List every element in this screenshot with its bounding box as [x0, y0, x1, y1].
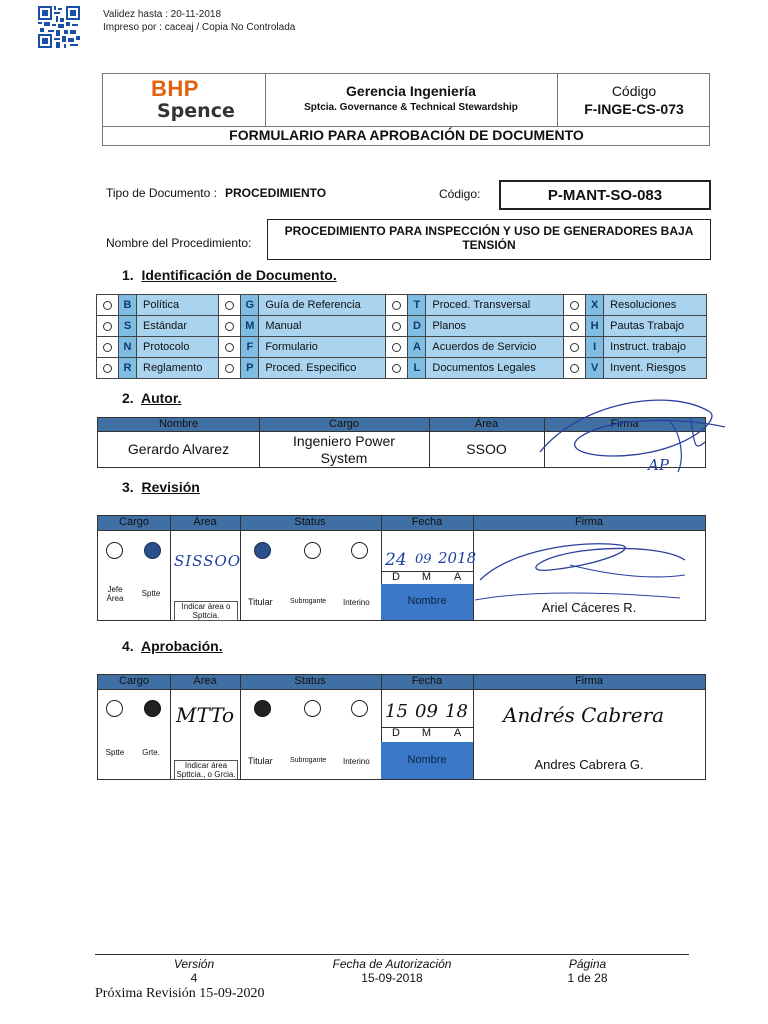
footer-pagina-label: Página — [568, 957, 607, 971]
type-radio[interactable] — [392, 343, 401, 352]
type-name: Protocolo — [137, 337, 219, 358]
section-2-title: Autor. — [140, 390, 182, 406]
type-name: Política — [137, 295, 219, 316]
type-radio[interactable] — [570, 364, 579, 373]
type-radio-cell[interactable] — [219, 358, 241, 379]
type-radio[interactable] — [225, 322, 234, 331]
type-letter: X — [586, 295, 604, 316]
review-header-cargo: Cargo — [119, 516, 149, 528]
approval-signer-name: Andres Cabrera G. — [534, 757, 644, 772]
section-1-number: 1. — [122, 267, 134, 283]
form-code-cell — [558, 74, 710, 126]
type-letter: V — [586, 358, 604, 379]
doc-type-label: Tipo de Documento : — [106, 186, 217, 200]
section-1-heading — [122, 267, 337, 283]
review-status-interino-radio[interactable] — [351, 542, 368, 559]
type-name: Manual — [259, 316, 386, 337]
review-area-note: Indicar área o Spttcia. — [174, 601, 238, 621]
approval-status-titular-label: Titular — [248, 756, 273, 766]
approval-area-note: Indicar área Spttcia., o Grcia. — [174, 760, 238, 780]
footer-fecha-value: 15-09-2018 — [361, 971, 423, 985]
type-radio-cell[interactable] — [219, 316, 241, 337]
type-radio[interactable] — [570, 343, 579, 352]
approval-status-interino-label: Interino — [343, 757, 370, 766]
type-name: Reglamento — [137, 358, 219, 379]
type-letter: H — [586, 316, 604, 337]
section-4-heading — [122, 638, 223, 654]
section-4-title: Aprobación. — [140, 638, 223, 654]
type-radio-cell[interactable] — [97, 316, 119, 337]
doc-code-box — [499, 180, 711, 210]
review-status-titular-radio[interactable] — [254, 542, 271, 559]
section-4-number: 4. — [122, 638, 134, 654]
review-date-a-label: A — [453, 571, 462, 583]
review-cargo-jefe-label: Jefe Área — [106, 585, 124, 603]
printed-by-text: Impreso por : caceaj / Copia No Controlada — [103, 22, 296, 33]
author-header-area: Área — [474, 418, 499, 430]
approval-cargo-grte-radio[interactable] — [144, 700, 161, 717]
approval-status-titular-radio[interactable] — [254, 700, 271, 717]
bhp-logo: BHP — [151, 76, 199, 101]
approval-signature: Andrés Cabrera — [503, 703, 665, 727]
review-date-d-label: D — [392, 571, 400, 583]
type-radio-cell[interactable] — [386, 316, 408, 337]
review-area-handwritten: SISSOO — [174, 552, 242, 570]
type-name: Proced. Especifico — [259, 358, 386, 379]
approval-status-interino-radio[interactable] — [351, 700, 368, 717]
type-radio[interactable] — [392, 301, 401, 310]
doc-code-label: Código: — [439, 187, 481, 201]
review-status-subrogante-radio[interactable] — [304, 542, 321, 559]
approval-status-subrogante-radio[interactable] — [304, 700, 321, 717]
footer-fecha-label: Fecha de Autorización — [332, 957, 452, 971]
review-header-firma: Firma — [574, 516, 604, 528]
type-radio[interactable] — [225, 364, 234, 373]
type-radio[interactable] — [103, 301, 112, 310]
approval-cargo-grte-label: Grte. — [142, 748, 160, 757]
procedure-name-box — [267, 219, 711, 260]
form-code-label: Código — [611, 83, 657, 99]
review-header-status: Status — [294, 516, 326, 528]
footer-version-label: Versión — [173, 957, 215, 971]
approval-date-a-label: A — [453, 727, 462, 739]
review-cargo-sptte-label: Sptte — [141, 589, 161, 598]
spence-logo: Spence — [157, 100, 235, 122]
type-letter: S — [119, 316, 137, 337]
type-letter: N — [119, 337, 137, 358]
form-title: FORMULARIO PARA APROBACIÓN DE DOCUMENTO — [229, 127, 584, 143]
author-area: SSOO — [466, 441, 507, 457]
type-letter: M — [241, 316, 259, 337]
type-letter: I — [586, 337, 604, 358]
approval-date-day: 15 — [385, 701, 408, 722]
section-1-title: Identificación de Documento. — [141, 267, 337, 283]
type-name: Formulario — [259, 337, 386, 358]
approval-header-area: Área — [193, 675, 217, 687]
footer-divider — [95, 954, 689, 955]
review-status-titular-label: Titular — [248, 597, 273, 607]
type-radio-cell[interactable] — [564, 295, 586, 316]
type-radio[interactable] — [570, 322, 579, 331]
type-letter: R — [119, 358, 137, 379]
type-name: Planos — [426, 316, 564, 337]
author-header-cargo: Cargo — [329, 418, 359, 430]
review-date-year: 2018 — [438, 549, 477, 567]
author-header-firma: Firma — [610, 418, 639, 430]
type-name: Guía de Referencia — [259, 295, 386, 316]
approval-date-d-label: D — [392, 727, 400, 739]
type-radio-cell[interactable] — [219, 337, 241, 358]
type-name: Resoluciones — [604, 295, 707, 316]
type-row — [97, 337, 707, 358]
type-radio-cell[interactable] — [564, 337, 586, 358]
type-letter: P — [241, 358, 259, 379]
logo-cell — [103, 74, 266, 126]
type-row — [97, 295, 707, 316]
review-status-interino-label: Interino — [343, 598, 370, 607]
type-letter: A — [408, 337, 426, 358]
review-cargo-jefe-radio[interactable] — [106, 542, 123, 559]
author-cargo-line2: System — [320, 450, 368, 466]
review-header-area: Área — [193, 516, 217, 528]
footer-pagina-value: 1 de 28 — [567, 971, 608, 985]
type-radio-cell[interactable] — [97, 337, 119, 358]
type-radio-cell[interactable] — [97, 295, 119, 316]
approval-date-year: 18 — [445, 701, 468, 722]
approval-header-cargo: Cargo — [119, 675, 149, 687]
approval-date-month: 09 — [415, 701, 438, 722]
approval-nombre-label: Nombre — [381, 742, 473, 779]
type-row — [97, 316, 707, 337]
review-cargo-sptte-radio[interactable] — [144, 542, 161, 559]
type-letter: B — [119, 295, 137, 316]
type-name: Pautas Trabajo — [604, 316, 707, 337]
type-name: Proced. Transversal — [426, 295, 564, 316]
type-radio[interactable] — [392, 322, 401, 331]
review-nombre-label: Nombre — [381, 584, 473, 620]
approval-table — [97, 674, 706, 780]
procedure-name-line1: PROCEDIMIENTO PARA INSPECCIÓN Y USO DE GENERADORES BAJA — [284, 224, 694, 238]
qr-code-icon — [38, 6, 80, 48]
type-letter: D — [408, 316, 426, 337]
approval-header-fecha: Fecha — [411, 675, 443, 687]
type-letter: G — [241, 295, 259, 316]
approval-header-status: Status — [294, 675, 326, 687]
type-row — [97, 358, 707, 379]
type-radio[interactable] — [103, 322, 112, 331]
document-type-table — [96, 294, 707, 379]
type-name: Invent. Riesgos — [604, 358, 707, 379]
approval-date-m-label: M — [421, 727, 432, 739]
review-signer-name: Ariel Cáceres R. — [541, 600, 637, 615]
author-signature-initials: AP — [648, 456, 669, 474]
review-date-month: 09 — [415, 552, 432, 567]
type-radio[interactable] — [225, 301, 234, 310]
author-cargo-line1: Ingeniero Power — [293, 433, 395, 449]
footer-next-revision: Próxima Revisión 15-09-2020 — [95, 986, 265, 1001]
type-radio[interactable] — [570, 301, 579, 310]
footer-version-value: 4 — [190, 971, 198, 985]
type-radio-cell[interactable] — [97, 358, 119, 379]
type-radio-cell[interactable] — [386, 337, 408, 358]
approval-header-firma: Firma — [574, 675, 604, 687]
author-name: Gerardo Alvarez — [127, 441, 230, 457]
type-radio-cell[interactable] — [564, 358, 586, 379]
type-name: Acuerdos de Servicio — [426, 337, 564, 358]
document-header — [102, 73, 710, 146]
section-2-number: 2. — [122, 390, 134, 406]
approval-area-handwritten: MTTo — [176, 703, 235, 727]
type-radio-cell[interactable] — [564, 316, 586, 337]
type-radio-cell[interactable] — [219, 295, 241, 316]
review-date-m-label: M — [421, 571, 432, 583]
type-name: Instruct. trabajo — [604, 337, 707, 358]
section-3-title: Revisión — [141, 479, 200, 495]
type-name: Estándar — [137, 316, 219, 337]
type-radio[interactable] — [225, 343, 234, 352]
author-signature — [520, 392, 735, 484]
approval-status-subrogante-label: Subrogante — [290, 757, 327, 764]
type-letter: F — [241, 337, 259, 358]
type-letter: T — [408, 295, 426, 316]
doc-code-value: P-MANT-SO-083 — [547, 187, 663, 204]
form-code-value: F-INGE-CS-073 — [584, 101, 684, 117]
review-signature — [470, 520, 700, 610]
validity-text: Validez hasta : 20-11-2018 — [103, 9, 222, 20]
type-radio[interactable] — [103, 343, 112, 352]
section-2-heading — [122, 390, 181, 406]
section-3-heading — [122, 479, 200, 495]
procedure-name-label: Nombre del Procedimiento: — [106, 236, 252, 250]
approval-cargo-sptte-radio[interactable] — [106, 700, 123, 717]
section-3-number: 3. — [122, 479, 134, 495]
department-cell — [266, 74, 558, 126]
type-radio[interactable] — [103, 364, 112, 373]
doc-type-value: PROCEDIMIENTO — [225, 186, 327, 200]
type-radio-cell[interactable] — [386, 358, 408, 379]
review-date-day: 24 — [385, 550, 407, 570]
type-radio[interactable] — [392, 364, 401, 373]
type-radio-cell[interactable] — [386, 295, 408, 316]
department-subtitle: Sptcia. Governance & Technical Stewardship — [304, 102, 518, 113]
procedure-name-line2: TENSIÓN — [462, 238, 516, 252]
type-name: Documentos Legales — [426, 358, 564, 379]
type-letter: L — [408, 358, 426, 379]
department-title: Gerencia Ingeniería — [346, 83, 476, 99]
review-status-subrogante-label: Subrogante — [290, 598, 327, 605]
approval-cargo-sptte-label: Sptte — [105, 748, 125, 757]
review-header-fecha: Fecha — [411, 516, 443, 528]
author-header-nombre: Nombre — [158, 418, 199, 430]
